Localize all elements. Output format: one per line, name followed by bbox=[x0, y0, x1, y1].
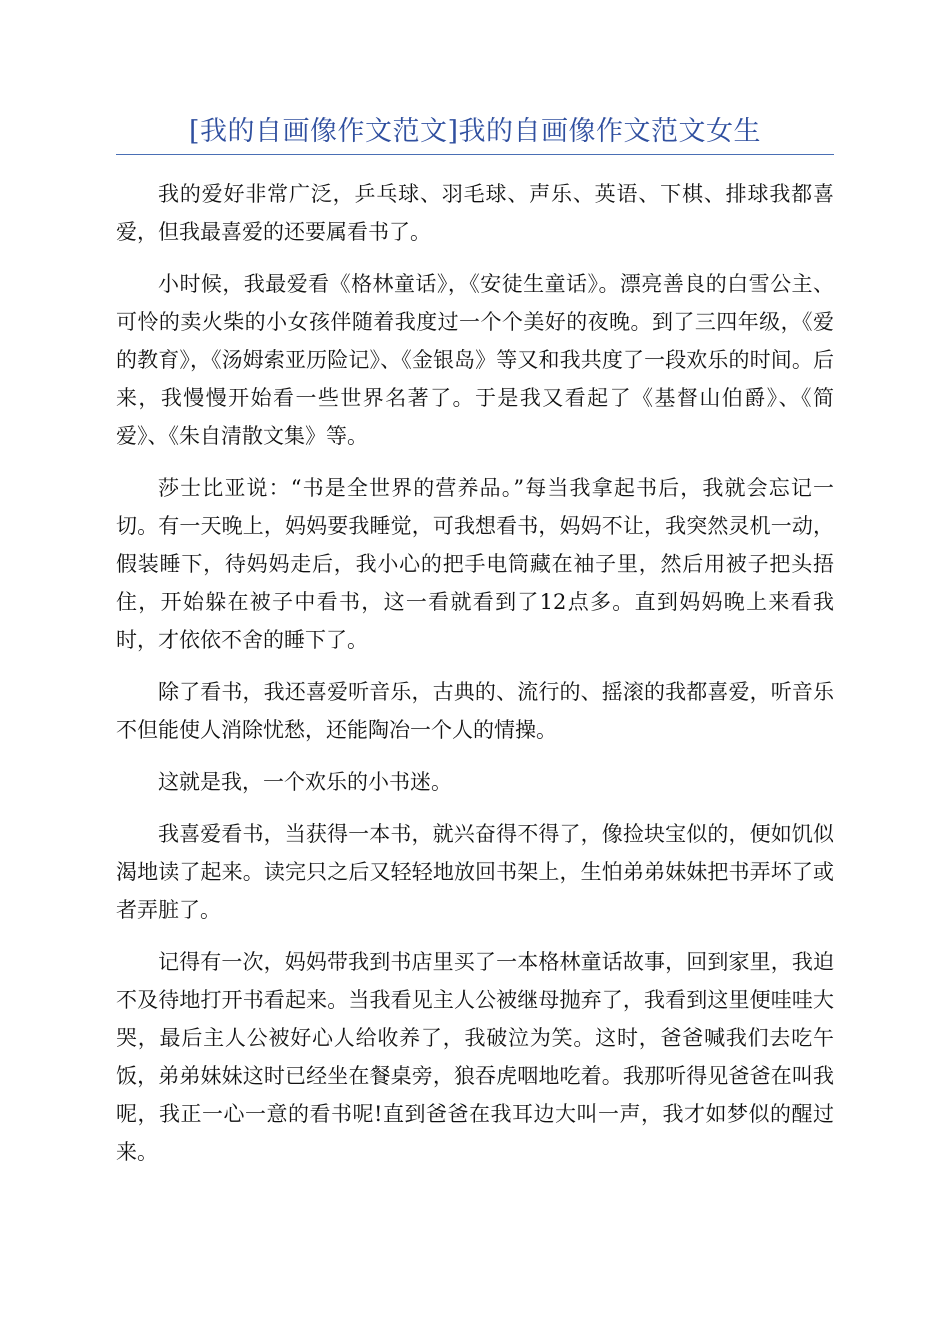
paragraph-love-books: 我喜爱看书，当获得一本书，就兴奋得不得了，像捡块宝似的，便如饥似渴地读了起来。读完只之后又轻轻地放回书架上，生怕弟弟妹妹把书弄坏了或者弄脏了。 bbox=[116, 822, 834, 922]
paragraph-bookworm: 这就是我，一个欢乐的小书迷。 bbox=[158, 770, 452, 794]
paragraph-shakespeare: 莎士比亚说：“书是全世界的营养品。”每当我拿起书后，我就会忘记一切。有一天晚上，妈妈要我睡觉，可我想看书，妈妈不让，我突然灵机一动，假装睡下，待妈妈走后，我小心的把手电筒藏在袖子里，然后用被子把头捂住，开始躲在被子中看书，这一看就看到了12点多。直到妈妈晚上来看我时，才依依不舍的睡下了。 bbox=[116, 476, 834, 652]
paragraph-grimm-story: 记得有一次，妈妈带我到书店里买了一本格林童话故事，回到家里，我迫不及待地打开书看起来。当我看见主人公被继母抛弃了，我看到这里便哇哇大哭，最后主人公被好心人给收养了，我破泣为笑。这时，爸爸喊我们去吃午饭，弟弟妹妹这时已经坐在餐桌旁，狼吞虎咽地吃着。我那听得见爸爸在叫我呢，我正一心一意的看书呢!直到爸爸在我耳边大叫一声，我才如梦似的醒过来。 bbox=[116, 950, 834, 1164]
title-underline bbox=[116, 154, 834, 155]
paragraph-hobbies: 我的爱好非常广泛，乒乓球、羽毛球、声乐、英语、下棋、排球我都喜爱，但我最喜爱的还要属看书了。 bbox=[116, 182, 834, 244]
paragraph-childhood-reading: 小时候，我最爱看《格林童话》，《安徒生童话》。漂亮善良的白雪公主、可怜的卖火柴的小女孩伴随着我度过一个个美好的夜晚。到了三四年级，《爱的教育》，《汤姆索亚历险记》、《金银岛》等又和我共度了一段欢乐的时间。后来，我慢慢开始看一些世界名著了。于是我又看起了《基督山伯爵》、《简爱》、《朱自清散文集》等。 bbox=[116, 272, 834, 448]
paragraph-music: 除了看书，我还喜爱听音乐，古典的、流行的、摇滚的我都喜爱，听音乐不但能使人消除忧愁，还能陶冶一个人的情操。 bbox=[116, 680, 834, 742]
document-body bbox=[116, 175, 834, 1185]
document-title: [我的自画像作文范文]我的自画像作文范文女生 bbox=[188, 116, 762, 147]
